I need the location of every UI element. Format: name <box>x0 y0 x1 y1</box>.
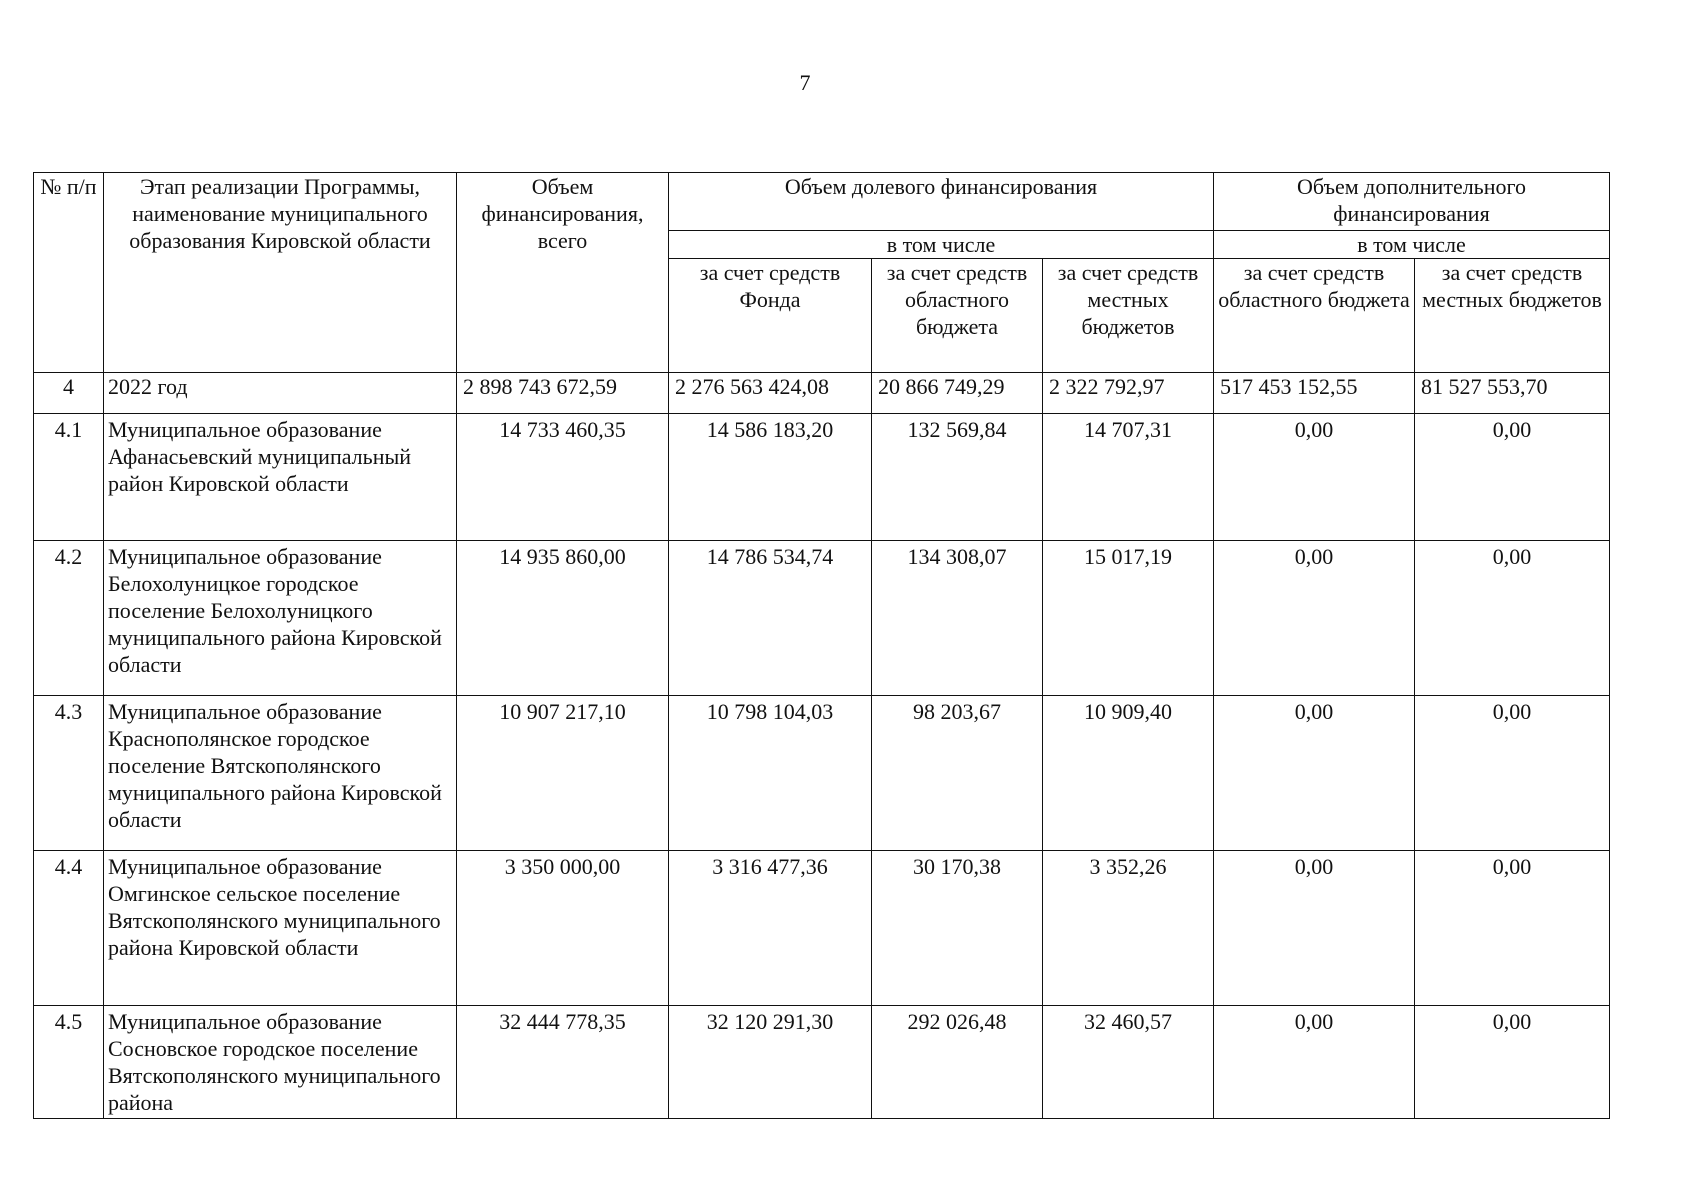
page-number: 7 <box>799 70 811 95</box>
row-add-regional: 0,00 <box>1214 541 1415 696</box>
row-fund: 14 786 534,74 <box>669 541 872 696</box>
row-local: 32 460,57 <box>1043 1006 1214 1119</box>
row-add-local: 81 527 553,70 <box>1415 373 1610 414</box>
row-regional: 30 170,38 <box>872 851 1043 1006</box>
row-fund: 3 316 477,36 <box>669 851 872 1006</box>
row-total: 3 350 000,00 <box>457 851 669 1006</box>
row-regional: 98 203,67 <box>872 696 1043 851</box>
row-add-local: 0,00 <box>1415 851 1610 1006</box>
row-add-regional: 0,00 <box>1214 414 1415 541</box>
row-name: Муниципальное образование Омгинское сельское поселение Вятскополянского муниципального района Кировской области <box>104 851 457 1006</box>
row-add-regional: 0,00 <box>1214 1006 1415 1119</box>
row-total: 10 907 217,10 <box>457 696 669 851</box>
header-additional-financing: Объем дополнительного финансирования <box>1214 173 1610 231</box>
row-add-regional: 517 453 152,55 <box>1214 373 1415 414</box>
table-row <box>34 541 1610 696</box>
row-total: 14 733 460,35 <box>457 414 669 541</box>
row-add-local: 0,00 <box>1415 414 1610 541</box>
row-local: 2 322 792,97 <box>1043 373 1214 414</box>
table-row <box>34 696 1610 851</box>
row-add-regional: 0,00 <box>1214 696 1415 851</box>
header-fund: за счет средств Фонда <box>669 259 872 373</box>
header-including-additional: в том числе <box>1214 231 1610 259</box>
financing-table <box>33 172 1610 1119</box>
row-number: 4.5 <box>34 1006 104 1119</box>
row-number: 4 <box>34 373 104 414</box>
row-name: Муниципальное образование Сосновское городское поселение Вятскополянского муниципального района <box>104 1006 457 1119</box>
row-name: Муниципальное образование Афанасьевский муниципальный район Кировской области <box>104 414 457 541</box>
row-total: 14 935 860,00 <box>457 541 669 696</box>
row-total: 32 444 778,35 <box>457 1006 669 1119</box>
row-total: 2 898 743 672,59 <box>457 373 669 414</box>
row-number: 4.1 <box>34 414 104 541</box>
row-add-local: 0,00 <box>1415 1006 1610 1119</box>
header-regional-budget: за счет средств областного бюджета <box>872 259 1043 373</box>
row-local: 10 909,40 <box>1043 696 1214 851</box>
table-row <box>34 414 1610 541</box>
row-add-local: 0,00 <box>1415 541 1610 696</box>
row-number: 4.4 <box>34 851 104 1006</box>
row-fund: 32 120 291,30 <box>669 1006 872 1119</box>
row-local: 14 707,31 <box>1043 414 1214 541</box>
table-row <box>34 1006 1610 1119</box>
row-number: 4.2 <box>34 541 104 696</box>
row-add-local: 0,00 <box>1415 696 1610 851</box>
row-fund: 14 586 183,20 <box>669 414 872 541</box>
row-name: 2022 год <box>104 373 457 414</box>
row-name: Муниципальное образование Краснополянское городское поселение Вятскополянского муниципального района Кировской области <box>104 696 457 851</box>
row-fund: 10 798 104,03 <box>669 696 872 851</box>
header-stage: Этап реализации Программы, наименование муниципального образования Кировской области <box>104 173 457 373</box>
header-additional-local-budgets: за счет средств местных бюджетов <box>1415 259 1610 373</box>
header-local-budgets: за счет средств местных бюджетов <box>1043 259 1214 373</box>
row-add-regional: 0,00 <box>1214 851 1415 1006</box>
header-num: № п/п <box>34 173 104 373</box>
header-shared-financing: Объем долевого финансирования <box>669 173 1214 231</box>
row-fund: 2 276 563 424,08 <box>669 373 872 414</box>
header-additional-regional-budget: за счет средств областного бюджета <box>1214 259 1415 373</box>
table-row <box>34 373 1610 414</box>
row-name: Муниципальное образование Белохолуницкое городское поселение Белохолуницкого муниципального района Кировской области <box>104 541 457 696</box>
row-regional: 292 026,48 <box>872 1006 1043 1119</box>
row-regional: 20 866 749,29 <box>872 373 1043 414</box>
table-row <box>34 851 1610 1006</box>
row-local: 3 352,26 <box>1043 851 1214 1006</box>
row-number: 4.3 <box>34 696 104 851</box>
row-local: 15 017,19 <box>1043 541 1214 696</box>
header-including-shared: в том числе <box>669 231 1214 259</box>
row-regional: 132 569,84 <box>872 414 1043 541</box>
header-total: Объем финансирования, всего <box>457 173 669 373</box>
row-regional: 134 308,07 <box>872 541 1043 696</box>
